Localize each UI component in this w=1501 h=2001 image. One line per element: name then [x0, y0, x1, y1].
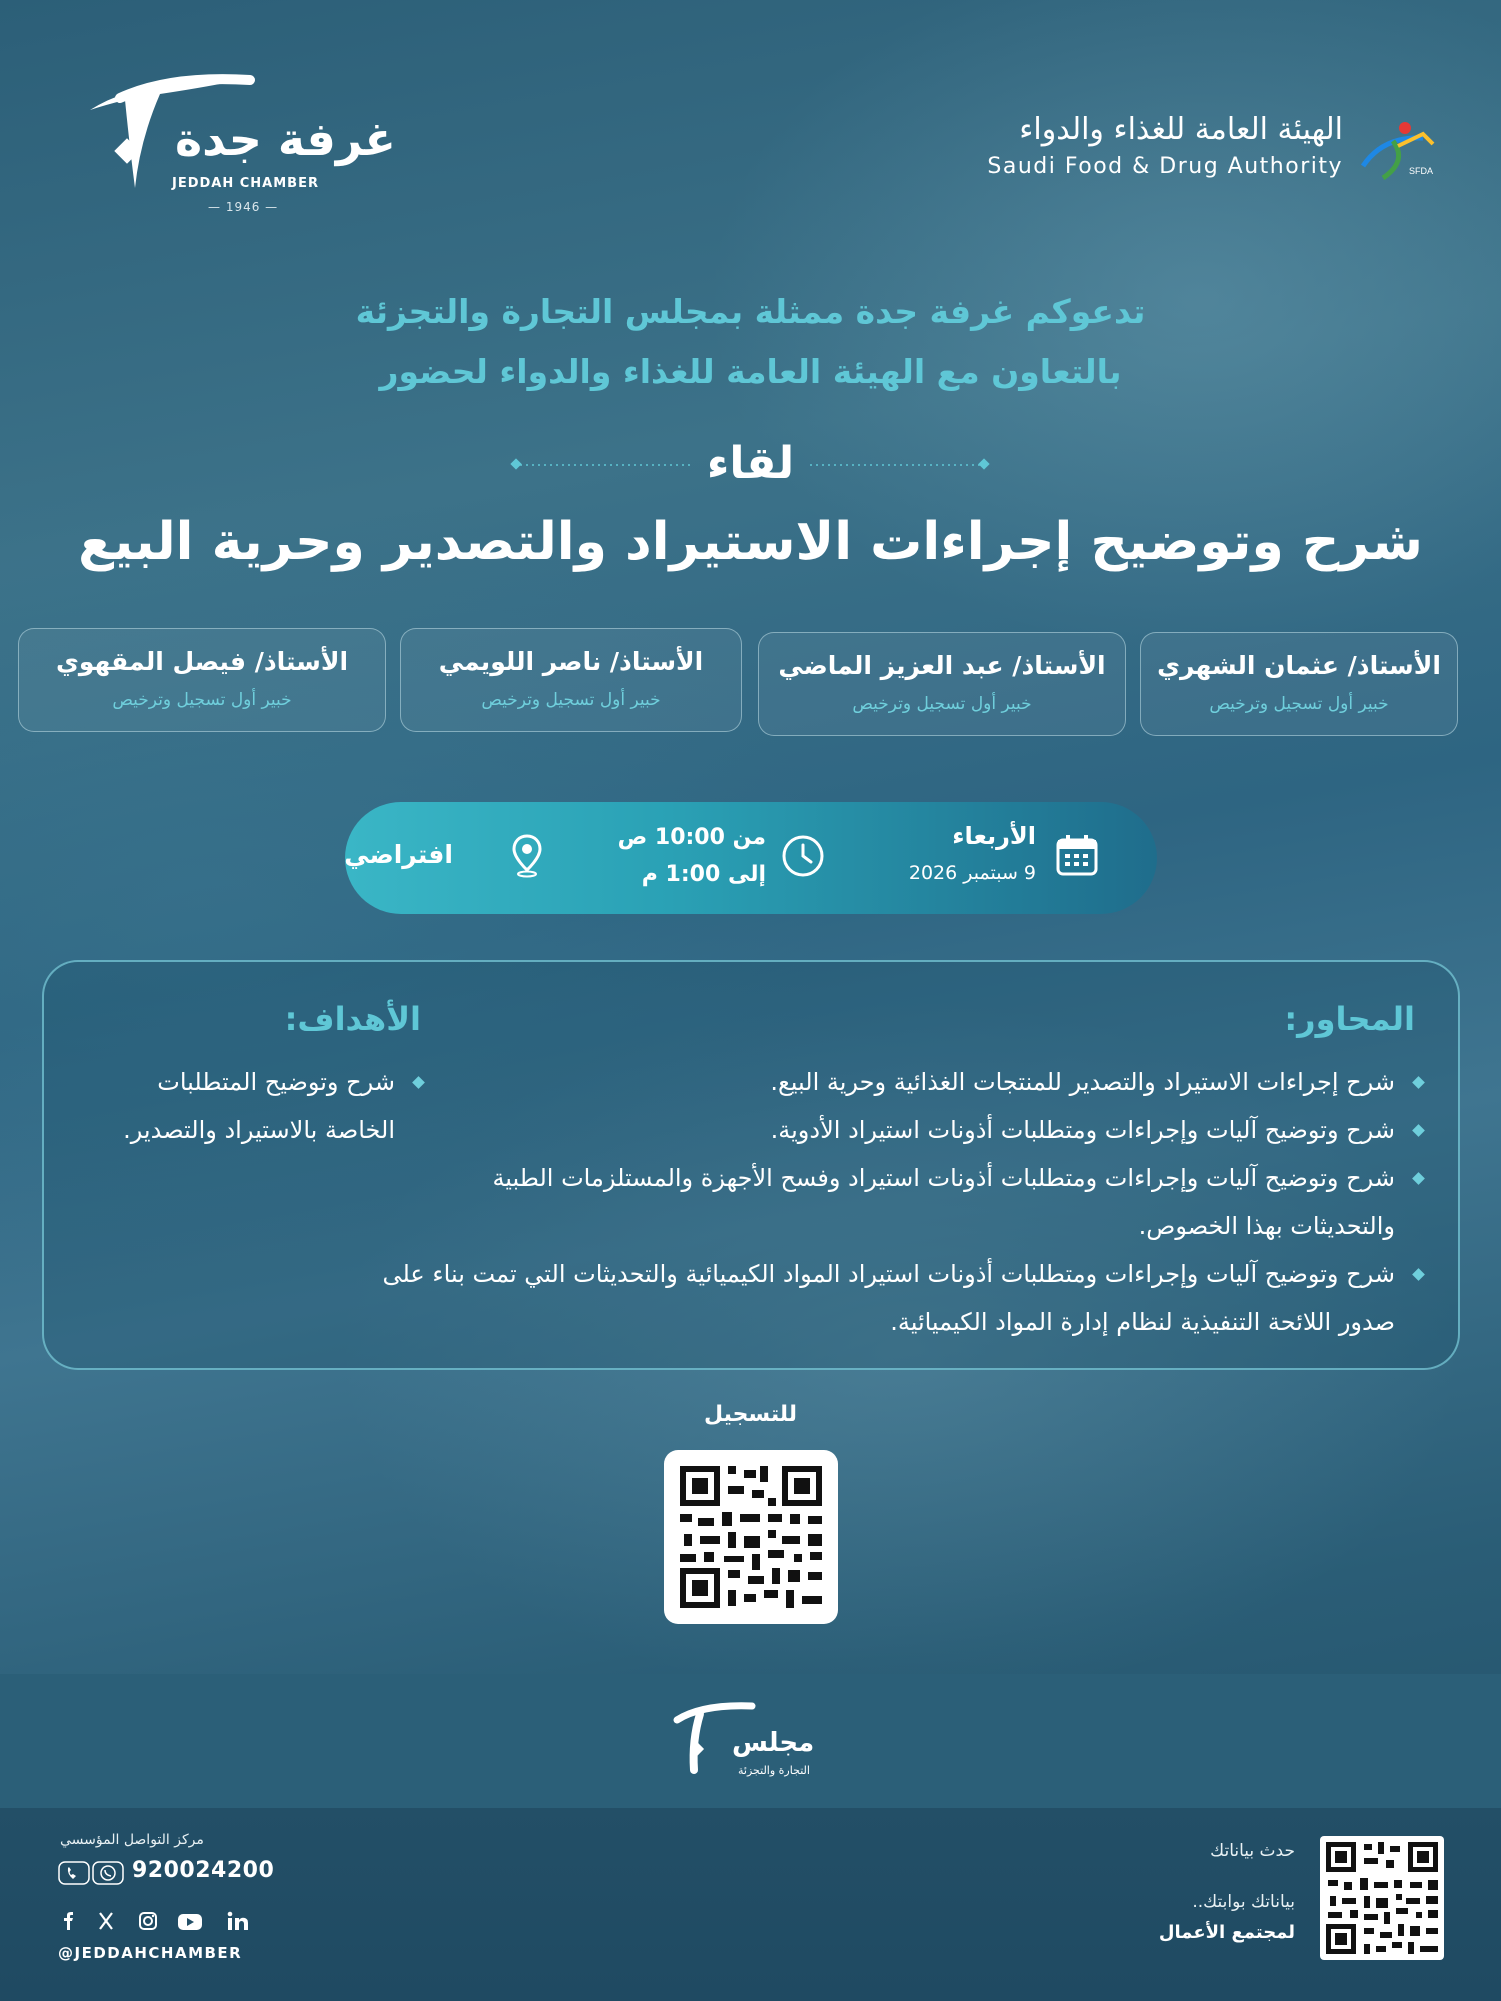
invitation-line-1: تدعوكم غرفة جدة ممثلة بمجلس التجارة والتجزئة [355, 292, 1146, 331]
event-title: شرح وتوضيح إجراءات الاستيراد والتصدير وحرية البيع [78, 512, 1423, 572]
speaker-name: الأستاذ/ عبد العزيز الماضي [778, 651, 1106, 680]
event-info-pill [345, 802, 1157, 914]
jeddah-chamber-name-ar: غرفة جدة [175, 112, 396, 166]
facebook-icon[interactable] [64, 1912, 73, 1930]
list-item: شرح وتوضيح المتطلبات الخاصة بالاستيراد والتصدير. [91, 1058, 431, 1154]
jeddah-chamber-year: — 1946 — [208, 200, 279, 214]
linkedin-icon[interactable] [228, 1912, 248, 1930]
invitation-line-2: بالتعاون مع الهيئة العامة للغذاء والدواء لحضور [379, 352, 1122, 391]
list-item: شرح وتوضيح آليات وإجراءات ومتطلبات أذونات استيراد الأدوية. [381, 1106, 1431, 1154]
event-date: 9 سبتمبر 2026 [908, 862, 1036, 884]
speaker-role: خبير أول تسجيل وترخيص [112, 690, 292, 710]
event-time-from: من 10:00 ص [617, 825, 766, 850]
update-data-qr-code[interactable] [1320, 1836, 1444, 1960]
registration-label: للتسجيل [703, 1402, 798, 1427]
list-item: شرح وتوضيح آليات وإجراءات ومتطلبات أذونات استيراد وفسح الأجهزة والمستلزمات الطبية والتحديثات بهذا الخصوص. [381, 1154, 1431, 1250]
sfda-name-en: Saudi Food & Drug Authority [987, 154, 1343, 179]
speaker-card [400, 628, 742, 732]
list-item: شرح إجراءات الاستيراد والتصدير للمنتجات الغذائية وحرية البيع. [381, 1058, 1431, 1106]
sfda-logo [1353, 116, 1443, 186]
jeddah-chamber-name-en: JEDDAH CHAMBER [172, 176, 319, 191]
meeting-label: لقاء [706, 438, 795, 489]
youtube-icon[interactable] [178, 1914, 202, 1930]
update-data-line-2: لمجتمع الأعمال [1158, 1922, 1295, 1943]
phone-icon [58, 1861, 124, 1885]
event-day: الأربعاء [952, 822, 1036, 850]
list-item: شرح وتوضيح آليات وإجراءات ومتطلبات أذونات استيراد المواد الكيميائية والتحديثات التي تمت بناء على صدور اللائحة التنفيذية لنظام إدارة المواد الكيميائية. [381, 1250, 1431, 1346]
location-pin-icon [512, 834, 542, 878]
speaker-name: الأستاذ/ ناصر اللويمي [438, 647, 704, 676]
contact-phone[interactable]: 920024200 [132, 1858, 275, 1883]
registration-qr-code[interactable] [664, 1450, 838, 1624]
event-time-to: إلى 1:00 م [641, 862, 766, 887]
axes-heading: المحاور: [1284, 1000, 1415, 1038]
calendar-icon [1054, 832, 1100, 878]
majlis-name-ar: مجلس [732, 1728, 815, 1758]
speaker-card [1140, 632, 1458, 736]
instagram-icon[interactable] [140, 1913, 156, 1929]
majlis-subtitle-ar: التجارة والتجزئة [738, 1764, 810, 1777]
svg-text:SFDA: SFDA [1409, 166, 1434, 176]
social-handle[interactable]: @JEDDAHCHAMBER [58, 1944, 243, 1962]
speaker-name: الأستاذ/ فيصل المقهوي [55, 647, 349, 676]
x-icon[interactable] [100, 1913, 112, 1929]
update-data-title: حدث بياناتك [1210, 1841, 1295, 1861]
contact-center-label: مركز التواصل المؤسسي [60, 1832, 204, 1848]
event-location: افتراضي [344, 840, 453, 869]
goals-heading: الأهداف: [284, 1000, 421, 1038]
speaker-name: الأستاذ/ عثمان الشهري [1157, 651, 1441, 680]
speaker-card [758, 632, 1126, 736]
axes-list [381, 1058, 1431, 1346]
sfda-name-ar: الهيئة العامة للغذاء والدواء [1019, 112, 1343, 147]
update-data-line-1: بياناتك بوابتك.. [1192, 1892, 1295, 1912]
goals-list [91, 1058, 431, 1154]
speaker-role: خبير أول تسجيل وترخيص [1209, 694, 1389, 714]
speaker-card [18, 628, 386, 732]
social-icons [58, 1908, 258, 1934]
speaker-role: خبير أول تسجيل وترخيص [852, 694, 1032, 714]
clock-icon [780, 833, 826, 879]
speaker-role: خبير أول تسجيل وترخيص [481, 690, 661, 710]
